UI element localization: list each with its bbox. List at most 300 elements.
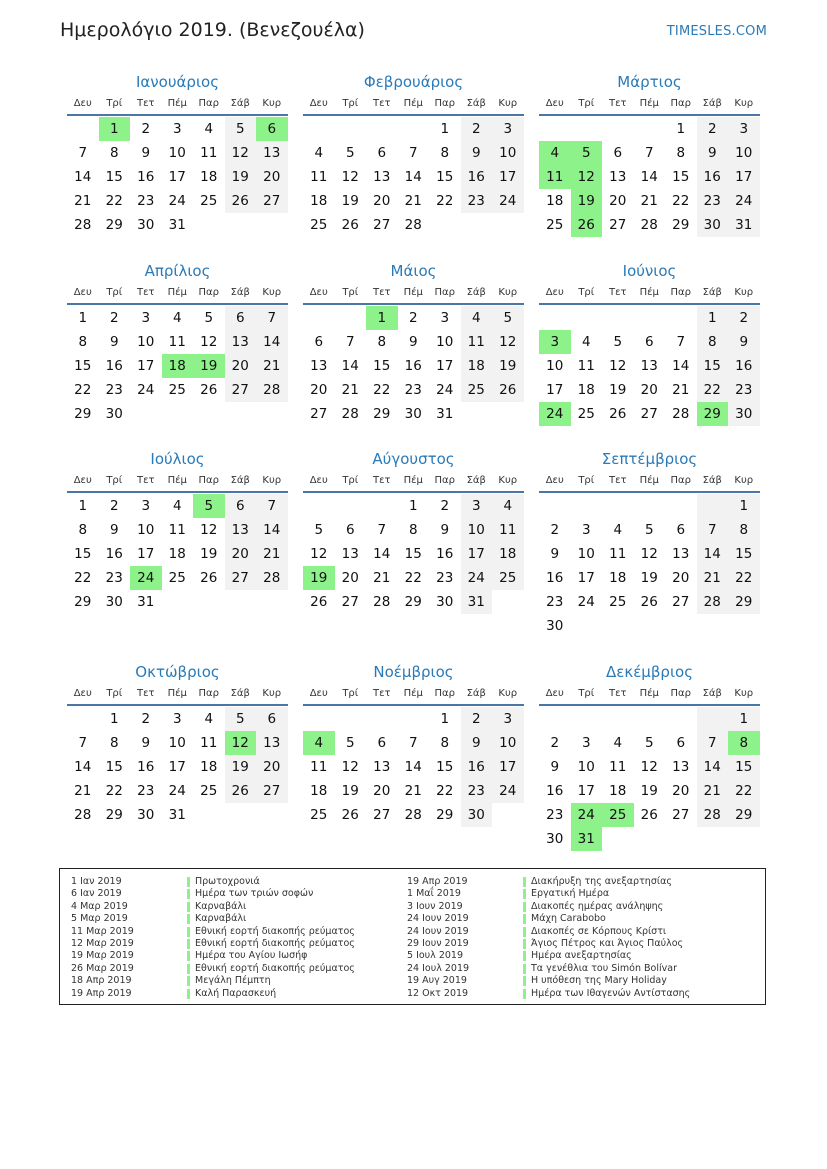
day-cell: 14 [672,358,690,374]
day-cell: 9 [141,735,151,751]
day-cell: 7 [697,731,729,755]
day-cell: 26 [341,807,359,823]
day-cell: 11 [168,334,186,350]
empty-cell [398,117,430,141]
weekday-header [67,94,288,116]
holiday-name: Εθνική εορτή διακοπής ρεύματος [195,962,355,974]
day-cell: 11 [310,169,328,185]
month-calendar [67,70,288,237]
day-cell: 29 [105,807,123,823]
day-cell: 7 [78,735,88,751]
day-cell: 30 [137,807,155,823]
day-cell: 21 [373,570,391,586]
holiday-name: Εθνική εορτή διακοπής ρεύματος [195,925,355,937]
day-cell: 9 [141,145,151,161]
day-cell: 17 [577,783,595,799]
day-cell: 20 [640,382,658,398]
day-cell: 30 [697,213,729,237]
site-link[interactable]: TIMESLES.COM [666,24,767,39]
holiday-marker [523,989,526,999]
weekday-label: Σάβ [466,688,486,699]
weekday-label: Πέμ [167,475,187,486]
day-cell: 30 [436,594,454,610]
empty-cell [634,117,666,141]
day-grid [303,306,524,426]
day-cell: 27 [373,217,391,233]
day-cell: 13 [256,731,288,755]
day-cell: 8 [377,334,387,350]
day-cell: 2 [461,117,493,141]
day-cell: 25 [461,378,493,402]
empty-cell [539,707,571,731]
holiday-name: Ημέρα ανεξαρτησίας [531,950,632,962]
day-cell: 13 [373,759,391,775]
day-cell: 29 [74,594,92,610]
day-cell: 20 [373,193,391,209]
day-cell: 7 [345,334,355,350]
day-cell: 18 [609,783,627,799]
day-cell: 31 [168,217,186,233]
day-cell: 22 [105,783,123,799]
day-cell: 15 [404,546,422,562]
day-cell: 1 [676,121,686,137]
holiday-marker [187,927,190,937]
day-cell: 3 [172,121,182,137]
day-cell: 9 [697,141,729,165]
day-cell: 6 [676,735,686,751]
day-cell-holiday: 1 [99,117,131,141]
day-cell: 22 [105,193,123,209]
weekday-label: Κυρ [262,98,282,109]
day-cell: 5 [644,522,654,538]
day-cell-holiday: 12 [225,731,257,755]
day-cell: 11 [492,518,524,542]
day-cell: 6 [225,494,257,518]
weekday-label: Πέμ [639,287,659,298]
day-cell: 7 [408,735,418,751]
day-cell: 25 [577,406,595,422]
day-cell: 18 [168,546,186,562]
day-cell: 4 [613,522,623,538]
day-cell: 1 [78,498,88,514]
day-cell: 4 [461,306,493,330]
day-cell: 29 [404,594,422,610]
day-cell: 1 [440,711,450,727]
day-cell: 21 [672,382,690,398]
day-cell: 9 [461,141,493,165]
weekday-label: Σάβ [466,98,486,109]
day-cell: 2 [109,498,119,514]
day-cell: 27 [609,217,627,233]
day-cell: 27 [225,566,257,590]
day-cell: 2 [109,310,119,326]
weekday-label: Δευ [73,98,92,109]
day-cell: 23 [728,378,760,402]
day-cell: 28 [74,807,92,823]
day-cell: 20 [225,542,257,566]
weekday-label: Κυρ [498,287,518,298]
month-name: Δεκέμβριος [605,663,693,681]
holiday-date: 19 Απρ 2019 [407,876,468,887]
day-cell: 23 [436,570,454,586]
empty-cell [335,707,367,731]
day-cell: 12 [341,169,359,185]
empty-cell [665,494,697,518]
weekday-label: Παρ [434,475,455,486]
day-cell: 13 [672,759,690,775]
day-cell: 20 [225,354,257,378]
weekday-label: Κυρ [498,475,518,486]
day-cell: 5 [225,707,257,731]
weekday-label: Δευ [309,287,328,298]
day-cell: 19 [200,546,218,562]
day-cell: 9 [109,522,119,538]
day-cell: 30 [105,406,123,422]
holiday-marker [523,927,526,937]
day-grid [67,117,288,237]
month-calendar [303,70,524,237]
day-cell: 28 [697,590,729,614]
day-cell: 3 [172,711,182,727]
day-cell: 26 [225,189,257,213]
day-cell: 4 [172,498,182,514]
weekday-label: Πέμ [167,98,187,109]
day-cell: 17 [492,165,524,189]
day-cell: 8 [676,145,686,161]
empty-cell [602,707,634,731]
day-cell: 28 [404,807,422,823]
day-cell: 16 [404,358,422,374]
weekday-label: Τετ [608,688,627,699]
day-cell: 13 [225,330,257,354]
empty-cell [634,306,666,330]
weekday-label: Πέμ [403,688,423,699]
day-cell: 10 [492,141,524,165]
holiday-name: Ημέρα του Αγίου Ιωσήφ [195,950,308,962]
day-cell: 22 [728,779,760,803]
day-cell: 18 [461,354,493,378]
day-cell: 15 [436,169,454,185]
weekday-label: Παρ [670,287,691,298]
holiday-marker [523,951,526,961]
empty-cell [303,306,335,330]
day-cell: 28 [697,803,729,827]
day-cell: 11 [200,145,218,161]
empty-cell [366,707,398,731]
weekday-label: Παρ [670,688,691,699]
day-cell: 12 [609,358,627,374]
day-cell: 27 [341,594,359,610]
day-cell: 26 [225,779,257,803]
day-cell-holiday: 5 [193,494,225,518]
holiday-name: Εργατική Ημέρα [531,888,610,900]
weekday-label: Κυρ [734,688,754,699]
day-cell: 23 [461,189,493,213]
weekday-label: Σάβ [230,287,250,298]
day-cell: 21 [256,542,288,566]
day-cell: 9 [550,759,560,775]
weekday-label: Δευ [73,287,92,298]
day-cell: 20 [373,783,391,799]
day-cell: 15 [105,759,123,775]
empty-cell [398,707,430,731]
day-cell: 10 [168,735,186,751]
page-title: Ημερολόγιο 2019. (Βενεζουέλα) [60,19,365,41]
day-grid [67,306,288,426]
day-cell: 22 [436,783,454,799]
holiday-list [59,868,766,1005]
day-cell: 18 [200,169,218,185]
weekday-label: Σάβ [466,287,486,298]
day-cell: 10 [728,141,760,165]
month-name: Νοέμβριος [373,663,454,681]
day-cell: 21 [341,382,359,398]
month-calendar [303,660,524,827]
empty-cell [634,494,666,518]
day-cell: 3 [581,735,591,751]
day-cell: 12 [492,330,524,354]
day-cell: 16 [105,546,123,562]
holiday-marker [187,964,190,974]
day-cell: 7 [256,306,288,330]
day-cell: 14 [373,546,391,562]
holiday-name: Καρναβάλι [195,913,247,925]
day-cell: 26 [310,594,328,610]
day-cell: 21 [404,193,422,209]
day-cell: 23 [137,193,155,209]
day-cell: 8 [109,145,119,161]
day-cell: 31 [168,807,186,823]
day-cell: 4 [314,145,324,161]
day-cell: 30 [404,406,422,422]
day-cell: 16 [137,759,155,775]
weekday-label: Τετ [372,287,391,298]
day-cell: 28 [404,217,422,233]
day-cell: 11 [200,735,218,751]
weekday-label: Παρ [434,287,455,298]
day-cell: 15 [74,358,92,374]
day-cell: 6 [377,145,387,161]
weekday-header [539,471,760,493]
day-cell: 2 [141,711,151,727]
day-cell: 20 [672,783,690,799]
holiday-date: 12 Οκτ 2019 [407,987,469,999]
day-cell: 19 [341,193,359,209]
weekday-label: Κυρ [262,688,282,699]
weekday-label: Πέμ [639,688,659,699]
weekday-label: Τρί [578,98,595,109]
day-cell: 6 [644,334,654,350]
day-cell: 27 [373,807,391,823]
day-cell: 11 [577,358,595,374]
weekday-label: Τετ [372,98,391,109]
day-cell: 1 [440,121,450,137]
empty-cell [571,707,603,731]
weekday-label: Παρ [434,98,455,109]
day-cell: 11 [168,522,186,538]
holiday-marker [187,914,190,924]
day-cell: 10 [577,759,595,775]
day-cell: 31 [137,594,155,610]
month-calendar [303,259,524,426]
day-cell: 3 [141,310,151,326]
day-cell: 14 [404,759,422,775]
day-cell: 26 [640,807,658,823]
day-cell: 9 [461,731,493,755]
empty-cell [602,117,634,141]
day-cell: 16 [546,570,564,586]
holiday-name: Μεγάλη Πέμπτη [195,975,271,987]
holiday-name: Τα γενέθλια του Simón Bolívar [531,962,677,974]
weekday-label: Πέμ [403,287,423,298]
holiday-marker [187,877,190,887]
day-cell: 22 [728,566,760,590]
day-cell: 13 [640,358,658,374]
day-cell: 5 [492,306,524,330]
weekday-label: Τρί [578,287,595,298]
day-cell: 2 [697,117,729,141]
day-cell: 2 [408,310,418,326]
day-cell: 4 [613,735,623,751]
day-cell: 18 [310,193,328,209]
weekday-header [67,684,288,706]
weekday-header [303,684,524,706]
holiday-name: Η υπόθεση της Mary Holiday [531,975,667,987]
empty-cell [665,306,697,330]
day-cell: 22 [373,382,391,398]
day-cell: 9 [408,334,418,350]
day-cell: 7 [697,518,729,542]
day-cell: 28 [341,406,359,422]
holiday-name: Διακοπές σε Κόρπους Κρίστι [531,925,667,937]
day-cell-holiday: 19 [571,189,603,213]
day-cell: 23 [461,779,493,803]
day-cell: 29 [74,406,92,422]
day-cell: 25 [200,193,218,209]
empty-cell [539,306,571,330]
day-cell: 20 [256,755,288,779]
day-cell: 3 [728,117,760,141]
day-cell: 28 [640,217,658,233]
day-cell: 25 [168,570,186,586]
day-cell: 18 [492,542,524,566]
weekday-label: Δευ [309,688,328,699]
weekday-label: Κυρ [734,98,754,109]
day-cell: 22 [404,570,422,586]
day-cell: 12 [200,522,218,538]
day-cell: 12 [310,546,328,562]
weekday-label: Τετ [372,475,391,486]
day-cell: 2 [461,707,493,731]
day-cell: 23 [546,807,564,823]
empty-cell [335,306,367,330]
day-cell: 19 [640,783,658,799]
weekday-label: Τετ [608,98,627,109]
day-cell: 8 [408,522,418,538]
day-cell: 21 [74,783,92,799]
day-cell: 26 [200,382,218,398]
weekday-label: Τρί [578,688,595,699]
day-cell: 4 [492,494,524,518]
holiday-date: 1 Ιαν 2019 [71,876,122,887]
day-grid [303,117,524,237]
day-cell: 3 [440,310,450,326]
weekday-header [303,94,524,116]
day-cell: 25 [310,807,328,823]
day-cell: 20 [310,382,328,398]
day-cell: 28 [373,594,391,610]
day-cell: 26 [341,217,359,233]
day-cell: 8 [440,735,450,751]
month-calendar [67,259,288,426]
holiday-name: Ημέρα των Ιθαγενών Αντίστασης [531,987,691,999]
day-cell: 25 [492,566,524,590]
day-cell: 23 [404,382,422,398]
day-cell: 20 [256,165,288,189]
day-cell: 19 [225,755,257,779]
empty-cell [571,306,603,330]
day-cell: 28 [74,217,92,233]
day-cell: 14 [74,169,92,185]
day-cell: 20 [672,570,690,586]
holiday-date: 19 Απρ 2019 [71,987,132,999]
day-cell: 6 [256,707,288,731]
weekday-label: Παρ [198,287,219,298]
day-cell: 11 [609,759,627,775]
holiday-date: 19 Μαρ 2019 [71,950,134,962]
day-cell-holiday: 8 [728,731,760,755]
day-cell-holiday: 24 [571,803,603,827]
day-cell: 14 [697,542,729,566]
holiday-marker [523,877,526,887]
day-cell: 27 [256,189,288,213]
day-cell: 15 [373,358,391,374]
day-cell: 24 [461,566,493,590]
day-cell: 17 [546,382,564,398]
weekday-label: Παρ [670,98,691,109]
weekday-label: Τρί [342,688,359,699]
day-cell: 10 [492,731,524,755]
day-cell: 2 [728,306,760,330]
day-cell: 8 [78,334,88,350]
day-cell: 27 [640,406,658,422]
day-cell: 9 [109,334,119,350]
weekday-label: Παρ [198,475,219,486]
day-cell: 25 [310,217,328,233]
day-cell: 29 [728,590,760,614]
day-cell: 17 [461,542,493,566]
day-cell: 2 [440,498,450,514]
day-cell: 1 [728,707,760,731]
day-cell: 3 [492,117,524,141]
weekday-label: Τρί [342,475,359,486]
empty-cell [366,494,398,518]
day-cell: 5 [644,735,654,751]
day-cell: 2 [550,735,560,751]
weekday-label: Τρί [106,98,123,109]
day-grid [539,117,760,237]
day-cell: 14 [256,330,288,354]
day-cell: 30 [137,217,155,233]
month-name: Ιούλιος [150,450,205,468]
day-cell: 6 [676,522,686,538]
day-cell: 6 [314,334,324,350]
day-cell: 24 [168,783,186,799]
day-cell: 22 [74,382,92,398]
weekday-label: Σάβ [702,98,722,109]
weekday-label: Δευ [545,287,564,298]
day-cell: 26 [200,570,218,586]
